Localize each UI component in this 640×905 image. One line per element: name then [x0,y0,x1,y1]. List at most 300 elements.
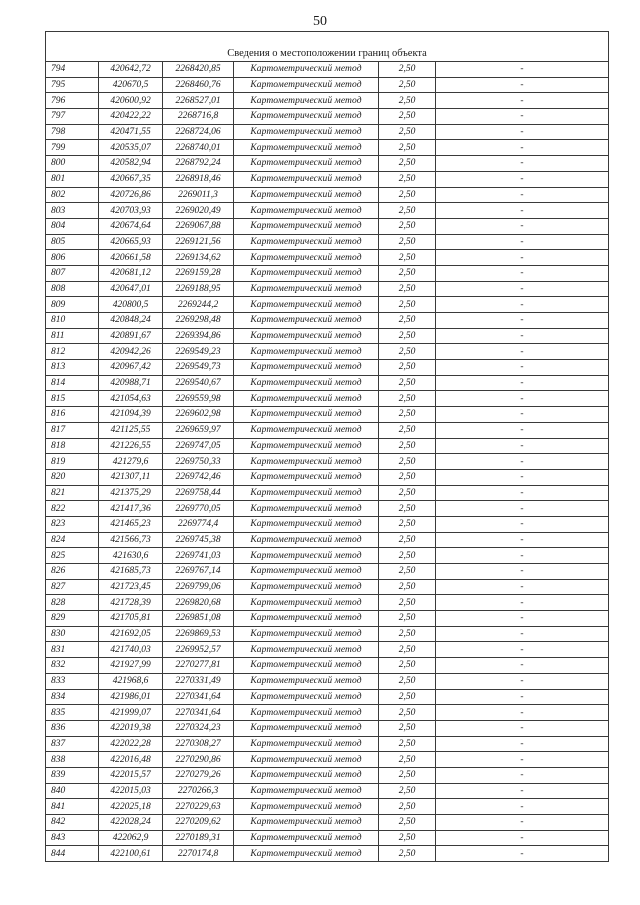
description-cell: - [436,579,609,595]
coordinate-y-cell: 2270229,63 [163,799,234,815]
description-cell: - [436,595,609,611]
determination-method-cell: Картометрический метод [234,689,379,705]
coordinate-x-cell: 421465,23 [99,516,163,532]
coordinate-x-cell: 422028,24 [99,815,163,831]
table-row [46,375,609,391]
coordinate-y-cell: 2268724,06 [163,124,234,140]
point-number-cell: 811 [46,328,99,344]
description-cell: - [436,626,609,642]
coordinate-x-cell: 421226,55 [99,438,163,454]
table-row [46,720,609,736]
determination-method-cell: Картометрический метод [234,375,379,391]
determination-method-cell: Картометрический метод [234,124,379,140]
table-row [46,77,609,93]
coordinate-y-cell: 2269540,67 [163,375,234,391]
coordinate-y-cell: 2268420,85 [163,62,234,78]
accuracy-cell: 2,50 [379,799,436,815]
table-row [46,705,609,721]
description-cell: - [436,705,609,721]
coordinate-x-cell: 421307,11 [99,469,163,485]
coordinate-y-cell: 2268460,76 [163,77,234,93]
description-cell: - [436,93,609,109]
description-cell: - [436,548,609,564]
accuracy-cell: 2,50 [379,297,436,313]
coordinate-x-cell: 420422,22 [99,109,163,125]
point-number-cell: 798 [46,124,99,140]
point-number-cell: 804 [46,218,99,234]
point-number-cell: 807 [46,265,99,281]
determination-method-cell: Картометрический метод [234,360,379,376]
determination-method-cell: Картометрический метод [234,611,379,627]
determination-method-cell: Картометрический метод [234,626,379,642]
point-number-cell: 839 [46,767,99,783]
accuracy-cell: 2,50 [379,626,436,642]
description-cell: - [436,391,609,407]
accuracy-cell: 2,50 [379,375,436,391]
point-number-cell: 824 [46,532,99,548]
description-cell: - [436,407,609,423]
coordinate-x-cell: 420642,72 [99,62,163,78]
table-row [46,140,609,156]
determination-method-cell: Картометрический метод [234,658,379,674]
accuracy-cell: 2,50 [379,642,436,658]
description-cell: - [436,62,609,78]
point-number-cell: 841 [46,799,99,815]
point-number-cell: 829 [46,611,99,627]
point-number-cell: 815 [46,391,99,407]
description-cell: - [436,109,609,125]
coordinate-x-cell: 420471,55 [99,124,163,140]
coordinate-x-cell: 420848,24 [99,313,163,329]
table-row [46,93,609,109]
coordinate-x-cell: 422100,61 [99,846,163,862]
determination-method-cell: Картометрический метод [234,391,379,407]
coordinate-x-cell: 421054,63 [99,391,163,407]
point-number-cell: 842 [46,815,99,831]
accuracy-cell: 2,50 [379,485,436,501]
determination-method-cell: Картометрический метод [234,595,379,611]
coordinate-y-cell: 2270189,31 [163,830,234,846]
coordinate-y-cell: 2270209,62 [163,815,234,831]
table-row [46,234,609,250]
point-number-cell: 830 [46,626,99,642]
table-row [46,579,609,595]
point-number-cell: 810 [46,313,99,329]
point-number-cell: 803 [46,203,99,219]
description-cell: - [436,516,609,532]
determination-method-cell: Картометрический метод [234,454,379,470]
accuracy-cell: 2,50 [379,783,436,799]
table-row [46,611,609,627]
accuracy-cell: 2,50 [379,501,436,517]
table-row [46,736,609,752]
accuracy-cell: 2,50 [379,658,436,674]
coordinate-y-cell: 2269121,56 [163,234,234,250]
point-number-cell: 843 [46,830,99,846]
table-row [46,313,609,329]
coordinate-y-cell: 2270277,81 [163,658,234,674]
determination-method-cell: Картометрический метод [234,407,379,423]
determination-method-cell: Картометрический метод [234,281,379,297]
point-number-cell: 826 [46,564,99,580]
table-row [46,815,609,831]
coordinate-x-cell: 422016,48 [99,752,163,768]
point-number-cell: 840 [46,783,99,799]
table-row [46,297,609,313]
description-cell: - [436,438,609,454]
coordinate-y-cell: 2269747,05 [163,438,234,454]
coordinate-x-cell: 420665,93 [99,234,163,250]
point-number-cell: 819 [46,454,99,470]
coordinate-y-cell: 2269549,23 [163,344,234,360]
coordinate-y-cell: 2269745,38 [163,532,234,548]
table-row [46,673,609,689]
description-cell: - [436,360,609,376]
accuracy-cell: 2,50 [379,532,436,548]
description-cell: - [436,501,609,517]
table-row [46,846,609,862]
accuracy-cell: 2,50 [379,391,436,407]
table-row [46,281,609,297]
accuracy-cell: 2,50 [379,187,436,203]
coordinate-y-cell: 2270331,49 [163,673,234,689]
description-cell: - [436,658,609,674]
determination-method-cell: Картометрический метод [234,93,379,109]
coordinate-y-cell: 2269758,44 [163,485,234,501]
coordinate-x-cell: 421740,03 [99,642,163,658]
point-number-cell: 799 [46,140,99,156]
coordinate-x-cell: 420647,01 [99,281,163,297]
determination-method-cell: Картометрический метод [234,438,379,454]
determination-method-cell: Картометрический метод [234,548,379,564]
determination-method-cell: Картометрический метод [234,532,379,548]
coordinate-y-cell: 2269134,62 [163,250,234,266]
point-number-cell: 832 [46,658,99,674]
coordinate-x-cell: 420667,35 [99,171,163,187]
accuracy-cell: 2,50 [379,673,436,689]
point-number-cell: 794 [46,62,99,78]
determination-method-cell: Картометрический метод [234,62,379,78]
description-cell: - [436,783,609,799]
table-row [46,752,609,768]
accuracy-cell: 2,50 [379,203,436,219]
coordinate-x-cell: 421728,39 [99,595,163,611]
accuracy-cell: 2,50 [379,752,436,768]
coordinate-y-cell: 2269244,2 [163,297,234,313]
coordinate-x-cell: 421094,39 [99,407,163,423]
coordinate-x-cell: 421927,99 [99,658,163,674]
determination-method-cell: Картометрический метод [234,313,379,329]
description-cell: - [436,422,609,438]
determination-method-cell: Картометрический метод [234,846,379,862]
accuracy-cell: 2,50 [379,454,436,470]
description-cell: - [436,203,609,219]
coordinate-x-cell: 421566,73 [99,532,163,548]
determination-method-cell: Картометрический метод [234,297,379,313]
point-number-cell: 802 [46,187,99,203]
coordinate-x-cell: 421630,6 [99,548,163,564]
coordinate-x-cell: 421375,29 [99,485,163,501]
description-cell: - [436,297,609,313]
point-number-cell: 817 [46,422,99,438]
coordinate-x-cell: 420674,64 [99,218,163,234]
description-cell: - [436,313,609,329]
coordinate-y-cell: 2269559,98 [163,391,234,407]
determination-method-cell: Картометрический метод [234,767,379,783]
coordinate-y-cell: 2269767,14 [163,564,234,580]
coordinate-x-cell: 421685,73 [99,564,163,580]
table-row [46,485,609,501]
coordinate-y-cell: 2269549,73 [163,360,234,376]
description-cell: - [436,799,609,815]
table-row [46,187,609,203]
description-cell: - [436,564,609,580]
coordinate-y-cell: 2268918,46 [163,171,234,187]
accuracy-cell: 2,50 [379,548,436,564]
coordinate-y-cell: 2270341,64 [163,705,234,721]
description-cell: - [436,140,609,156]
coordinate-y-cell: 2269742,46 [163,469,234,485]
coordinate-y-cell: 2270290,86 [163,752,234,768]
coordinate-x-cell: 420967,42 [99,360,163,376]
coordinate-x-cell: 420535,07 [99,140,163,156]
point-number-cell: 834 [46,689,99,705]
determination-method-cell: Картометрический метод [234,422,379,438]
table-row [46,469,609,485]
table-title-row [46,32,609,62]
description-cell: - [436,720,609,736]
table-row [46,62,609,78]
coordinate-y-cell: 2270308,27 [163,736,234,752]
accuracy-cell: 2,50 [379,109,436,125]
coordinate-x-cell: 420726,86 [99,187,163,203]
accuracy-cell: 2,50 [379,469,436,485]
coordinate-y-cell: 2268740,01 [163,140,234,156]
determination-method-cell: Картометрический метод [234,815,379,831]
description-cell: - [436,673,609,689]
accuracy-cell: 2,50 [379,564,436,580]
point-number-cell: 812 [46,344,99,360]
table-row [46,438,609,454]
accuracy-cell: 2,50 [379,360,436,376]
description-cell: - [436,736,609,752]
point-number-cell: 820 [46,469,99,485]
point-number-cell: 814 [46,375,99,391]
coordinate-x-cell: 421417,36 [99,501,163,517]
accuracy-cell: 2,50 [379,422,436,438]
coordinate-y-cell: 2269020,49 [163,203,234,219]
point-number-cell: 828 [46,595,99,611]
determination-method-cell: Картометрический метод [234,501,379,517]
determination-method-cell: Картометрический метод [234,830,379,846]
coordinate-x-cell: 421723,45 [99,579,163,595]
coordinate-x-cell: 422025,18 [99,799,163,815]
point-number-cell: 835 [46,705,99,721]
table-row [46,203,609,219]
coordinate-x-cell: 420670,5 [99,77,163,93]
determination-method-cell: Картометрический метод [234,469,379,485]
point-number-cell: 801 [46,171,99,187]
coordinate-x-cell: 421705,81 [99,611,163,627]
description-cell: - [436,846,609,862]
determination-method-cell: Картометрический метод [234,673,379,689]
accuracy-cell: 2,50 [379,579,436,595]
accuracy-cell: 2,50 [379,140,436,156]
point-number-cell: 827 [46,579,99,595]
table-row [46,689,609,705]
description-cell: - [436,375,609,391]
table-row [46,265,609,281]
determination-method-cell: Картометрический метод [234,516,379,532]
description-cell: - [436,454,609,470]
coordinate-x-cell: 422019,38 [99,720,163,736]
coordinate-y-cell: 2269770,05 [163,501,234,517]
table-row [46,171,609,187]
description-cell: - [436,234,609,250]
description-cell: - [436,187,609,203]
point-number-cell: 844 [46,846,99,862]
point-number-cell: 831 [46,642,99,658]
coordinate-y-cell: 2269659,97 [163,422,234,438]
coordinate-y-cell: 2269394,86 [163,328,234,344]
table-row [46,218,609,234]
table-row [46,642,609,658]
determination-method-cell: Картометрический метод [234,265,379,281]
determination-method-cell: Картометрический метод [234,218,379,234]
accuracy-cell: 2,50 [379,689,436,705]
accuracy-cell: 2,50 [379,830,436,846]
determination-method-cell: Картометрический метод [234,109,379,125]
determination-method-cell: Картометрический метод [234,783,379,799]
accuracy-cell: 2,50 [379,77,436,93]
determination-method-cell: Картометрический метод [234,156,379,172]
table-title-cell [46,32,609,62]
accuracy-cell: 2,50 [379,438,436,454]
accuracy-cell: 2,50 [379,328,436,344]
table-row [46,109,609,125]
table-title: Сведения о местоположении границ объекта [227,47,427,59]
determination-method-cell: Картометрический метод [234,720,379,736]
point-number-cell: 809 [46,297,99,313]
determination-method-cell: Картометрический метод [234,485,379,501]
determination-method-cell: Картометрический метод [234,579,379,595]
point-number-cell: 818 [46,438,99,454]
coordinate-y-cell: 2270266,3 [163,783,234,799]
table-row [46,783,609,799]
description-cell: - [436,689,609,705]
accuracy-cell: 2,50 [379,218,436,234]
accuracy-cell: 2,50 [379,250,436,266]
determination-method-cell: Картометрический метод [234,736,379,752]
coordinate-y-cell: 2269750,33 [163,454,234,470]
table-row [46,548,609,564]
coordinate-y-cell: 2269741,03 [163,548,234,564]
description-cell: - [436,124,609,140]
point-number-cell: 825 [46,548,99,564]
coordinate-y-cell: 2268716,8 [163,109,234,125]
determination-method-cell: Картометрический метод [234,234,379,250]
accuracy-cell: 2,50 [379,846,436,862]
description-cell: - [436,218,609,234]
coordinate-y-cell: 2269602,98 [163,407,234,423]
table-row [46,799,609,815]
accuracy-cell: 2,50 [379,736,436,752]
table-row [46,626,609,642]
page-number: 50 [313,14,327,29]
determination-method-cell: Картометрический метод [234,705,379,721]
coordinate-y-cell: 2270341,64 [163,689,234,705]
accuracy-cell: 2,50 [379,344,436,360]
coordinate-x-cell: 421999,07 [99,705,163,721]
accuracy-cell: 2,50 [379,516,436,532]
determination-method-cell: Картометрический метод [234,187,379,203]
accuracy-cell: 2,50 [379,281,436,297]
accuracy-cell: 2,50 [379,595,436,611]
table-row [46,532,609,548]
table-row [46,454,609,470]
determination-method-cell: Картометрический метод [234,77,379,93]
table-row [46,407,609,423]
description-cell: - [436,171,609,187]
table-row [46,156,609,172]
determination-method-cell: Картометрический метод [234,203,379,219]
table-row [46,516,609,532]
description-cell: - [436,156,609,172]
description-cell: - [436,815,609,831]
point-number-cell: 800 [46,156,99,172]
point-number-cell: 822 [46,501,99,517]
accuracy-cell: 2,50 [379,313,436,329]
determination-method-cell: Картометрический метод [234,642,379,658]
point-number-cell: 823 [46,516,99,532]
coordinate-y-cell: 2270174,8 [163,846,234,862]
coordinate-y-cell: 2268792,24 [163,156,234,172]
table-row [46,564,609,580]
coordinate-y-cell: 2269011,3 [163,187,234,203]
accuracy-cell: 2,50 [379,815,436,831]
coordinate-x-cell: 420800,5 [99,297,163,313]
description-cell: - [436,532,609,548]
description-cell: - [436,328,609,344]
description-cell: - [436,752,609,768]
accuracy-cell: 2,50 [379,767,436,783]
point-number-cell: 805 [46,234,99,250]
table-row [46,124,609,140]
accuracy-cell: 2,50 [379,171,436,187]
description-cell: - [436,265,609,281]
coordinate-x-cell: 422022,28 [99,736,163,752]
coordinate-x-cell: 420703,93 [99,203,163,219]
accuracy-cell: 2,50 [379,265,436,281]
description-cell: - [436,485,609,501]
table-row [46,595,609,611]
determination-method-cell: Картометрический метод [234,171,379,187]
coordinate-y-cell: 2269952,57 [163,642,234,658]
coordinate-y-cell: 2269820,68 [163,595,234,611]
table-row [46,422,609,438]
description-cell: - [436,767,609,783]
accuracy-cell: 2,50 [379,407,436,423]
point-number-cell: 836 [46,720,99,736]
table-row [46,344,609,360]
coordinate-y-cell: 2269851,08 [163,611,234,627]
accuracy-cell: 2,50 [379,611,436,627]
accuracy-cell: 2,50 [379,62,436,78]
table-row [46,328,609,344]
determination-method-cell: Картометрический метод [234,250,379,266]
determination-method-cell: Картометрический метод [234,564,379,580]
coordinate-x-cell: 420681,12 [99,265,163,281]
